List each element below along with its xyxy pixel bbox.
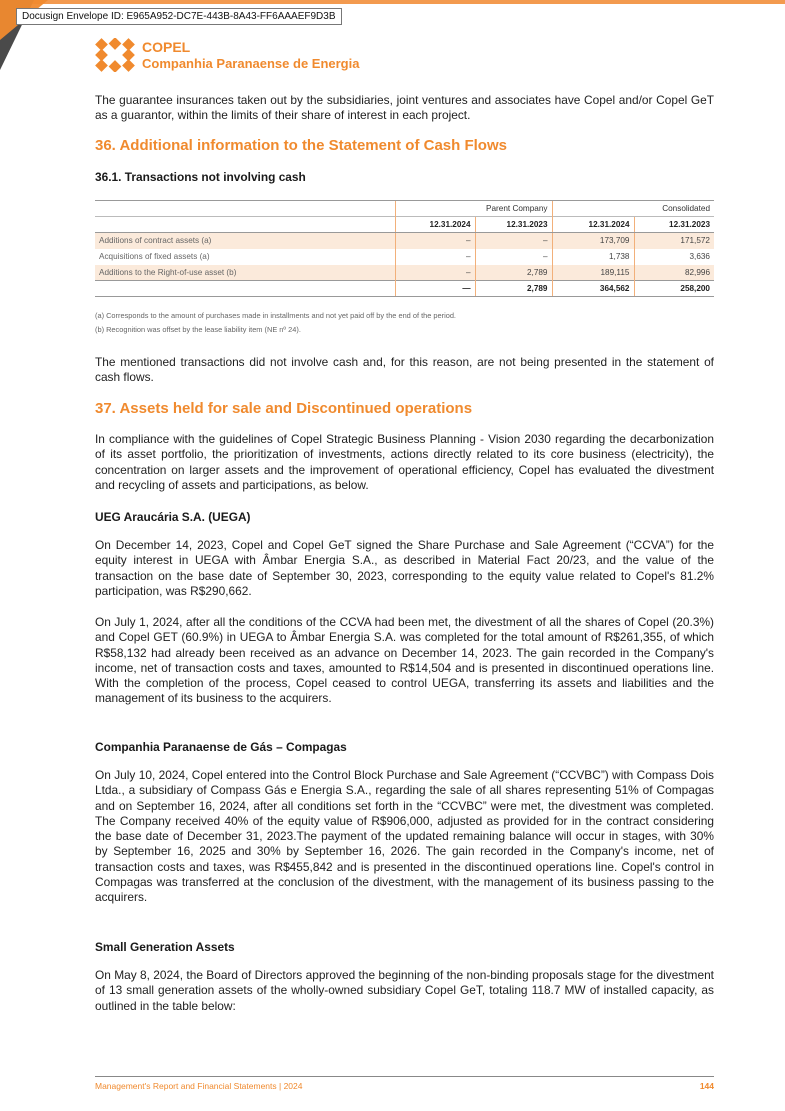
cash-flow-table (95, 200, 714, 297)
small-generation-paragraph: On May 8, 2024, the Board of Directors approved the beginning of the non-binding proposals stage for the divestment of 13 small generation assets of the wholly-owned subsidiary Copel GeT, totaling 118.7 MW of installed capacity, as outlined in the table below: (95, 968, 714, 1013)
table-cell: 171,572 (634, 233, 714, 249)
row-label: Acquisitions of fixed assets (a) (99, 252, 210, 261)
footer-divider (95, 1076, 714, 1077)
table-cell: 1,738 (552, 249, 634, 265)
uega-heading: UEG Araucária S.A. (UEGA) (95, 510, 251, 524)
table-total-row (95, 281, 714, 297)
row-label: Additions of contract assets (a) (95, 233, 395, 249)
copel-logo-icon (95, 38, 135, 72)
group-header-consolidated: Consolidated (552, 201, 714, 217)
table-cell: – (395, 265, 475, 281)
table-row (95, 265, 714, 281)
table-cell: – (395, 249, 475, 265)
table-cell: – (395, 233, 475, 249)
table-row (95, 233, 714, 249)
section-37-intro: In compliance with the guidelines of Copel Strategic Business Planning - Vision 2030 regarding the decarbonization of its asset portfolio, the prioritization of investments, actions directly related to its core business (electricity), the concentration on larger assets and the improvement of operational efficiency, Copel has evaluated the divestment and recycling of assets and participations, as below. (95, 432, 714, 492)
table-column-header-row (95, 217, 714, 233)
intro-paragraph: The guarantee insurances taken out by the subsidiaries, joint ventures and associates have Copel and/or Copel GeT as a guarantor, within the limits of their share of interest in each project. (95, 93, 714, 123)
small-generation-heading: Small Generation Assets (95, 940, 235, 954)
total-cell: 2,789 (475, 281, 552, 297)
table-cell: 82,996 (634, 265, 714, 281)
top-accent-line (0, 0, 785, 4)
footer-title: Management's Report and Financial Statements | 2024 (95, 1081, 303, 1091)
page-number: 144 (699, 1081, 714, 1091)
column-header: 12.31.2023 (634, 217, 714, 233)
column-header: 12.31.2024 (552, 217, 634, 233)
section-37-title: 37. Assets held for sale and Discontinued operations (95, 400, 473, 417)
table-cell: 173,709 (552, 233, 634, 249)
total-cell: 258,200 (634, 281, 714, 297)
compagas-heading: Companhia Paranaense de Gás – Compagas (95, 740, 347, 754)
table-note-a: (a) Corresponds to the amount of purchases made in installments and not yet paid off by the end of the period. (95, 311, 456, 320)
section-36-title: 36. Additional information to the Statement of Cash Flows (95, 137, 507, 154)
table-cell: 3,636 (634, 249, 714, 265)
docusign-envelope-id: Docusign Envelope ID: E965A952-DC7E-443B-8A43-FF6AAAEF9D3B (16, 8, 342, 25)
column-header: 12.31.2024 (395, 217, 475, 233)
compagas-paragraph: On July 10, 2024, Copel entered into the Control Block Purchase and Sale Agreement (“CCVBC”) with Compass Dois Ltda., a subsidiary of Compass Gás e Energia S.A., regarding the sale of all shares representing 51% of Compagas and on September 16, 2024, after all conditions set forth in the “CCVBC” were met, the divestment was completed. The Company received 40% of the equity value of R$906,000, adjusted as provided for in the contract considering the base date of December 31, 2023.The payment of the updated remaining balance will occur in stages, with 30% by September 16, 2025 and 30% by September 16, 2026. The gain recorded in the Company's income, net of transaction costs and taxes, was R$455,842 and is presented in the discontinued operations line. Copel's control in Compagas was transferred at the conclusion of the divestment, with the management of its business passing to the acquirers. (95, 768, 714, 905)
table-cell: – (475, 249, 552, 265)
uega-paragraph-1: On December 14, 2023, Copel and Copel GeT signed the Share Purchase and Sale Agreement (“CCVA”) for the equity interest in UEGA with Âmbar Energia S.A., as described in Material Fact 20/23, and the value of the transaction on the base date of September 30, 2023, corresponding to the equity value related to Copel's 81.2% participation, was R$290,662. (95, 538, 714, 598)
section-36-1-subtitle: 36.1. Transactions not involving cash (95, 170, 306, 184)
table-group-header-row (95, 201, 714, 217)
table-note-b: (b) Recognition was offset by the lease liability item (NE nº 24). (95, 325, 301, 334)
table-cell: – (475, 233, 552, 249)
row-label: Additions to the Right-of-use asset (b) (95, 265, 395, 281)
brand-name: COPEL (142, 39, 191, 55)
brand-full-name: Companhia Paranaense de Energia (142, 56, 360, 71)
uega-paragraph-2: On July 1, 2024, after all the conditions of the CCVA had been met, the divestment of all the shares of Copel (20.3%) and Copel GET (60.9%) in UEGA to Âmbar Energia S.A. was completed for the total amount of R$261,355, of which R$58,132 had already been received as an advance on December 14, 2023. The gain recorded in the Company's income, net of transaction costs and taxes, amounted to R$14,504 and is presented in discontinued operations line. With the completion of the process, Copel ceased to control UEGA, transferring its assets and liabilities and the management of its business to the acquirers. (95, 615, 714, 706)
table-row (95, 249, 714, 265)
section-36-closing-paragraph: The mentioned transactions did not involve cash and, for this reason, are not being presented in the statement of cash flows. (95, 355, 714, 385)
column-header: 12.31.2023 (475, 217, 552, 233)
table-cell: 2,789 (475, 265, 552, 281)
total-cell: 364,562 (552, 281, 634, 297)
total-cell: — (395, 281, 475, 297)
table-cell: 189,115 (552, 265, 634, 281)
group-header-parent: Parent Company (395, 201, 552, 217)
